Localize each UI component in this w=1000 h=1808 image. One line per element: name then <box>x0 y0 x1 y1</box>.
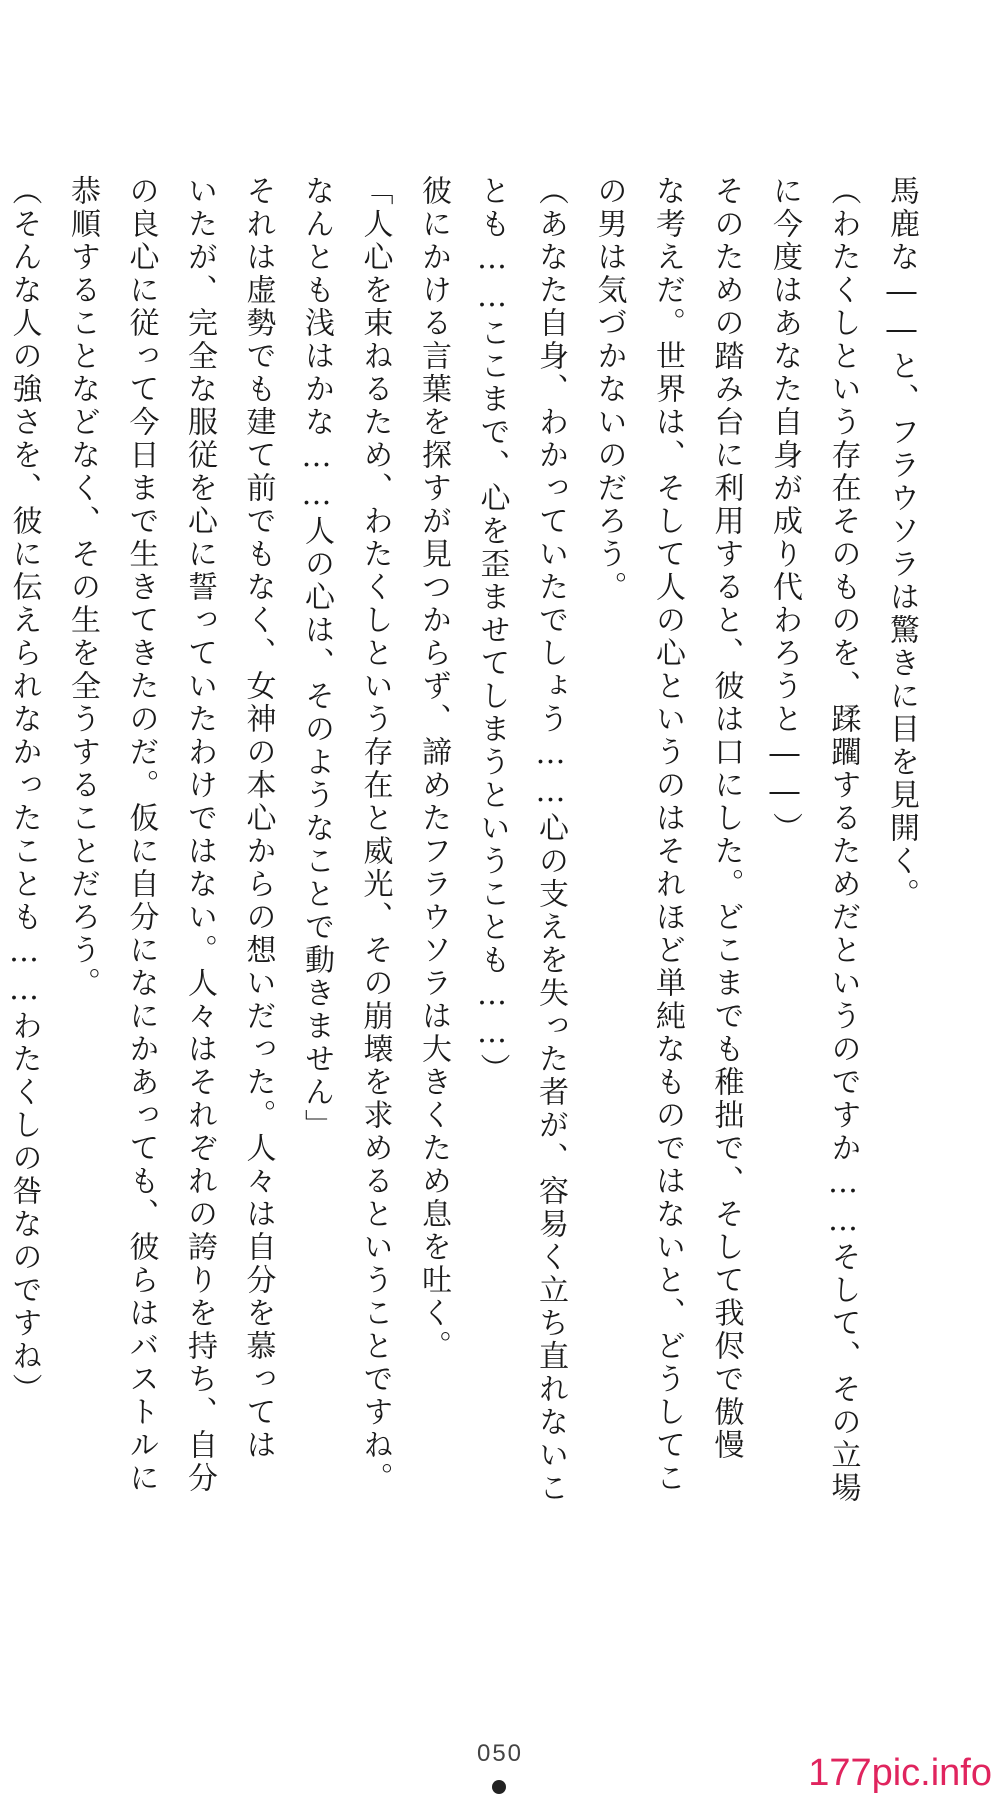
watermark-link[interactable]: 177pic.info <box>808 1752 992 1794</box>
text-line: な考えだ。世界は、そして人の心というのはそれほど単純なものではないと、どうしてこ <box>650 175 685 1495</box>
page-marker-dot-icon <box>492 1780 506 1794</box>
text-line: に今度はあなた自身が成り代わろうと――） <box>767 175 802 845</box>
text-line: 「人心を束ねるため、わたくしという存在と威光、その崩壊を求めるということですね。 <box>357 175 393 1495</box>
text-line: （あなた自身、わかっていたでしょう……心の支えを失った者が、容易く立ち直れないこ <box>533 175 568 1505</box>
text-line: とも……ここまで、心を歪ませてしまうということも……） <box>474 175 510 1086</box>
vertical-text-body <box>6 175 930 1555</box>
text-line: 馬鹿な――と、フラウソラは驚きに目を見開く。 <box>884 175 919 911</box>
text-line: それは虚勢でも建て前でもなく、女神の本心からの想いだった。人々は自分を慕っては <box>240 175 276 1462</box>
text-line: なんとも浅はかな……人の心は、そのようなことで動きません」 <box>299 175 334 1142</box>
text-line: の男は気づかないのだろう。 <box>591 175 627 604</box>
text-line: の良心に従って今日まで生きてきたのだ。仮に自分になにかあっても、彼らはバストルに <box>123 175 159 1495</box>
text-line: そのための踏み台に利用すると、彼は口にした。どこまでも稚拙で、そして我侭で傲慢 <box>708 175 744 1462</box>
text-line: 彼にかける言葉を探すが見つからず、諦めたフラウソラは大きくため息を吐く。 <box>416 175 451 1363</box>
page-number: 050 <box>476 1740 524 1767</box>
text-line: （そんな人の強さを、彼に伝えられなかったことも……わたくしの咎なのですね） <box>6 175 42 1406</box>
text-line: いたが、完全な服従を心に誓っていたわけではない。人々はそれぞれの誇りを持ち、自分 <box>182 175 217 1495</box>
text-line: 恭順することなどなく、その生を全うすることだろう。 <box>65 175 100 1000</box>
text-line: （わたくしという存在そのものを、蹂躙するためだというのですか……そして、その立場 <box>825 175 861 1505</box>
